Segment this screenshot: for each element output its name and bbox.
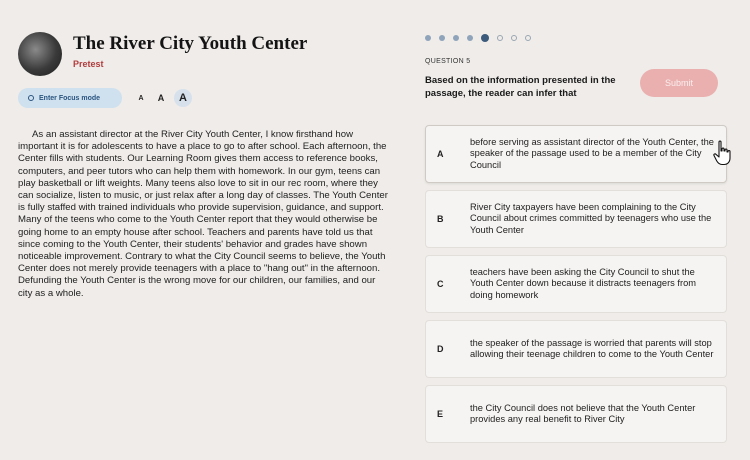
progress-dot <box>497 35 503 41</box>
progress-dot <box>525 35 531 41</box>
answer-choice-d[interactable] <box>425 320 727 378</box>
answer-choice-b[interactable] <box>425 190 727 248</box>
choice-letter: A <box>437 149 444 159</box>
font-size-medium-button[interactable]: A <box>157 93 165 103</box>
reading-passage <box>18 129 388 300</box>
answer-choice-a[interactable] <box>425 125 727 183</box>
choice-letter: C <box>437 279 444 289</box>
progress-dot <box>453 35 459 41</box>
question-progress <box>425 34 539 42</box>
question-prompt: Based on the information presented in the passage, the reader can infer that <box>425 75 616 99</box>
progress-dot <box>467 35 473 41</box>
choice-text: before serving as assistant director of the Youth Center, the speaker of the passage used to be a member of the City Council <box>470 136 714 170</box>
progress-dot <box>511 35 517 41</box>
pretest-label: Pretest <box>73 59 104 69</box>
choice-letter: E <box>437 409 444 419</box>
font-size-large-button[interactable]: A <box>174 89 192 107</box>
page-title: The River City Youth Center <box>73 33 308 54</box>
choice-text: the City Council does not believe that the Youth Center provides any real benefit to River City <box>470 402 696 424</box>
answer-choice-c[interactable] <box>425 255 727 313</box>
focus-mode-icon <box>28 95 34 101</box>
river-city-logo <box>18 32 62 76</box>
choice-text: the speaker of the passage is worried that parents will stop allowing their teenage children to come to the Youth Center <box>470 337 714 359</box>
font-size-controls <box>132 88 192 108</box>
passage-text: As an assistant director at the River City Youth Center, I know firsthand how important it is for adolescents to have a place to go to after school. Each afternoon, the Center fills with students. Our Learning Room gives them access to reference books, computers, and peer tutors who can help them with homework. In our gym, teens can play basketball or lift weights. Many teens also love to sit in our rec room, where they can socialize, listen to music, or just relax after a long day of classes. The Youth Center is fully staffed with trained individuals who provide supervision, guidance, and support. Many of the teens who come to the Youth Center report that they would otherwise be going home to an empty house after school. Teachers and parents have told us that since coming to the Youth Center, their students' behavior and grades have shown noticeable improvement. Contrary to what the City Council seems to believe, the Youth Center does not merely provide teenagers with a place to "hang out" in the afternoon. Defunding the Youth Center is the wrong move for our children, our families, and our city as a whole. <box>18 129 388 299</box>
progress-dot <box>425 35 431 41</box>
submit-button[interactable]: Submit <box>640 69 718 97</box>
enter-focus-mode-button[interactable] <box>18 88 122 108</box>
answer-choice-e[interactable] <box>425 385 727 443</box>
choice-letter: D <box>437 344 444 354</box>
choice-letter: B <box>437 214 444 224</box>
choice-text: teachers have been asking the City Council to shut the Youth Center down because it distracts teenagers from doing homework <box>470 266 697 300</box>
choice-text: River City taxpayers have been complaining to the City Council about crimes committed by teenagers who use the Youth Center <box>470 201 712 235</box>
question-number: QUESTION 5 <box>425 58 471 65</box>
progress-dot <box>439 35 445 41</box>
hand-pointer-icon <box>712 140 734 166</box>
focus-mode-label: Enter Focus mode <box>39 94 101 102</box>
progress-dot-current <box>481 34 489 42</box>
font-size-small-button[interactable]: A <box>138 94 144 102</box>
